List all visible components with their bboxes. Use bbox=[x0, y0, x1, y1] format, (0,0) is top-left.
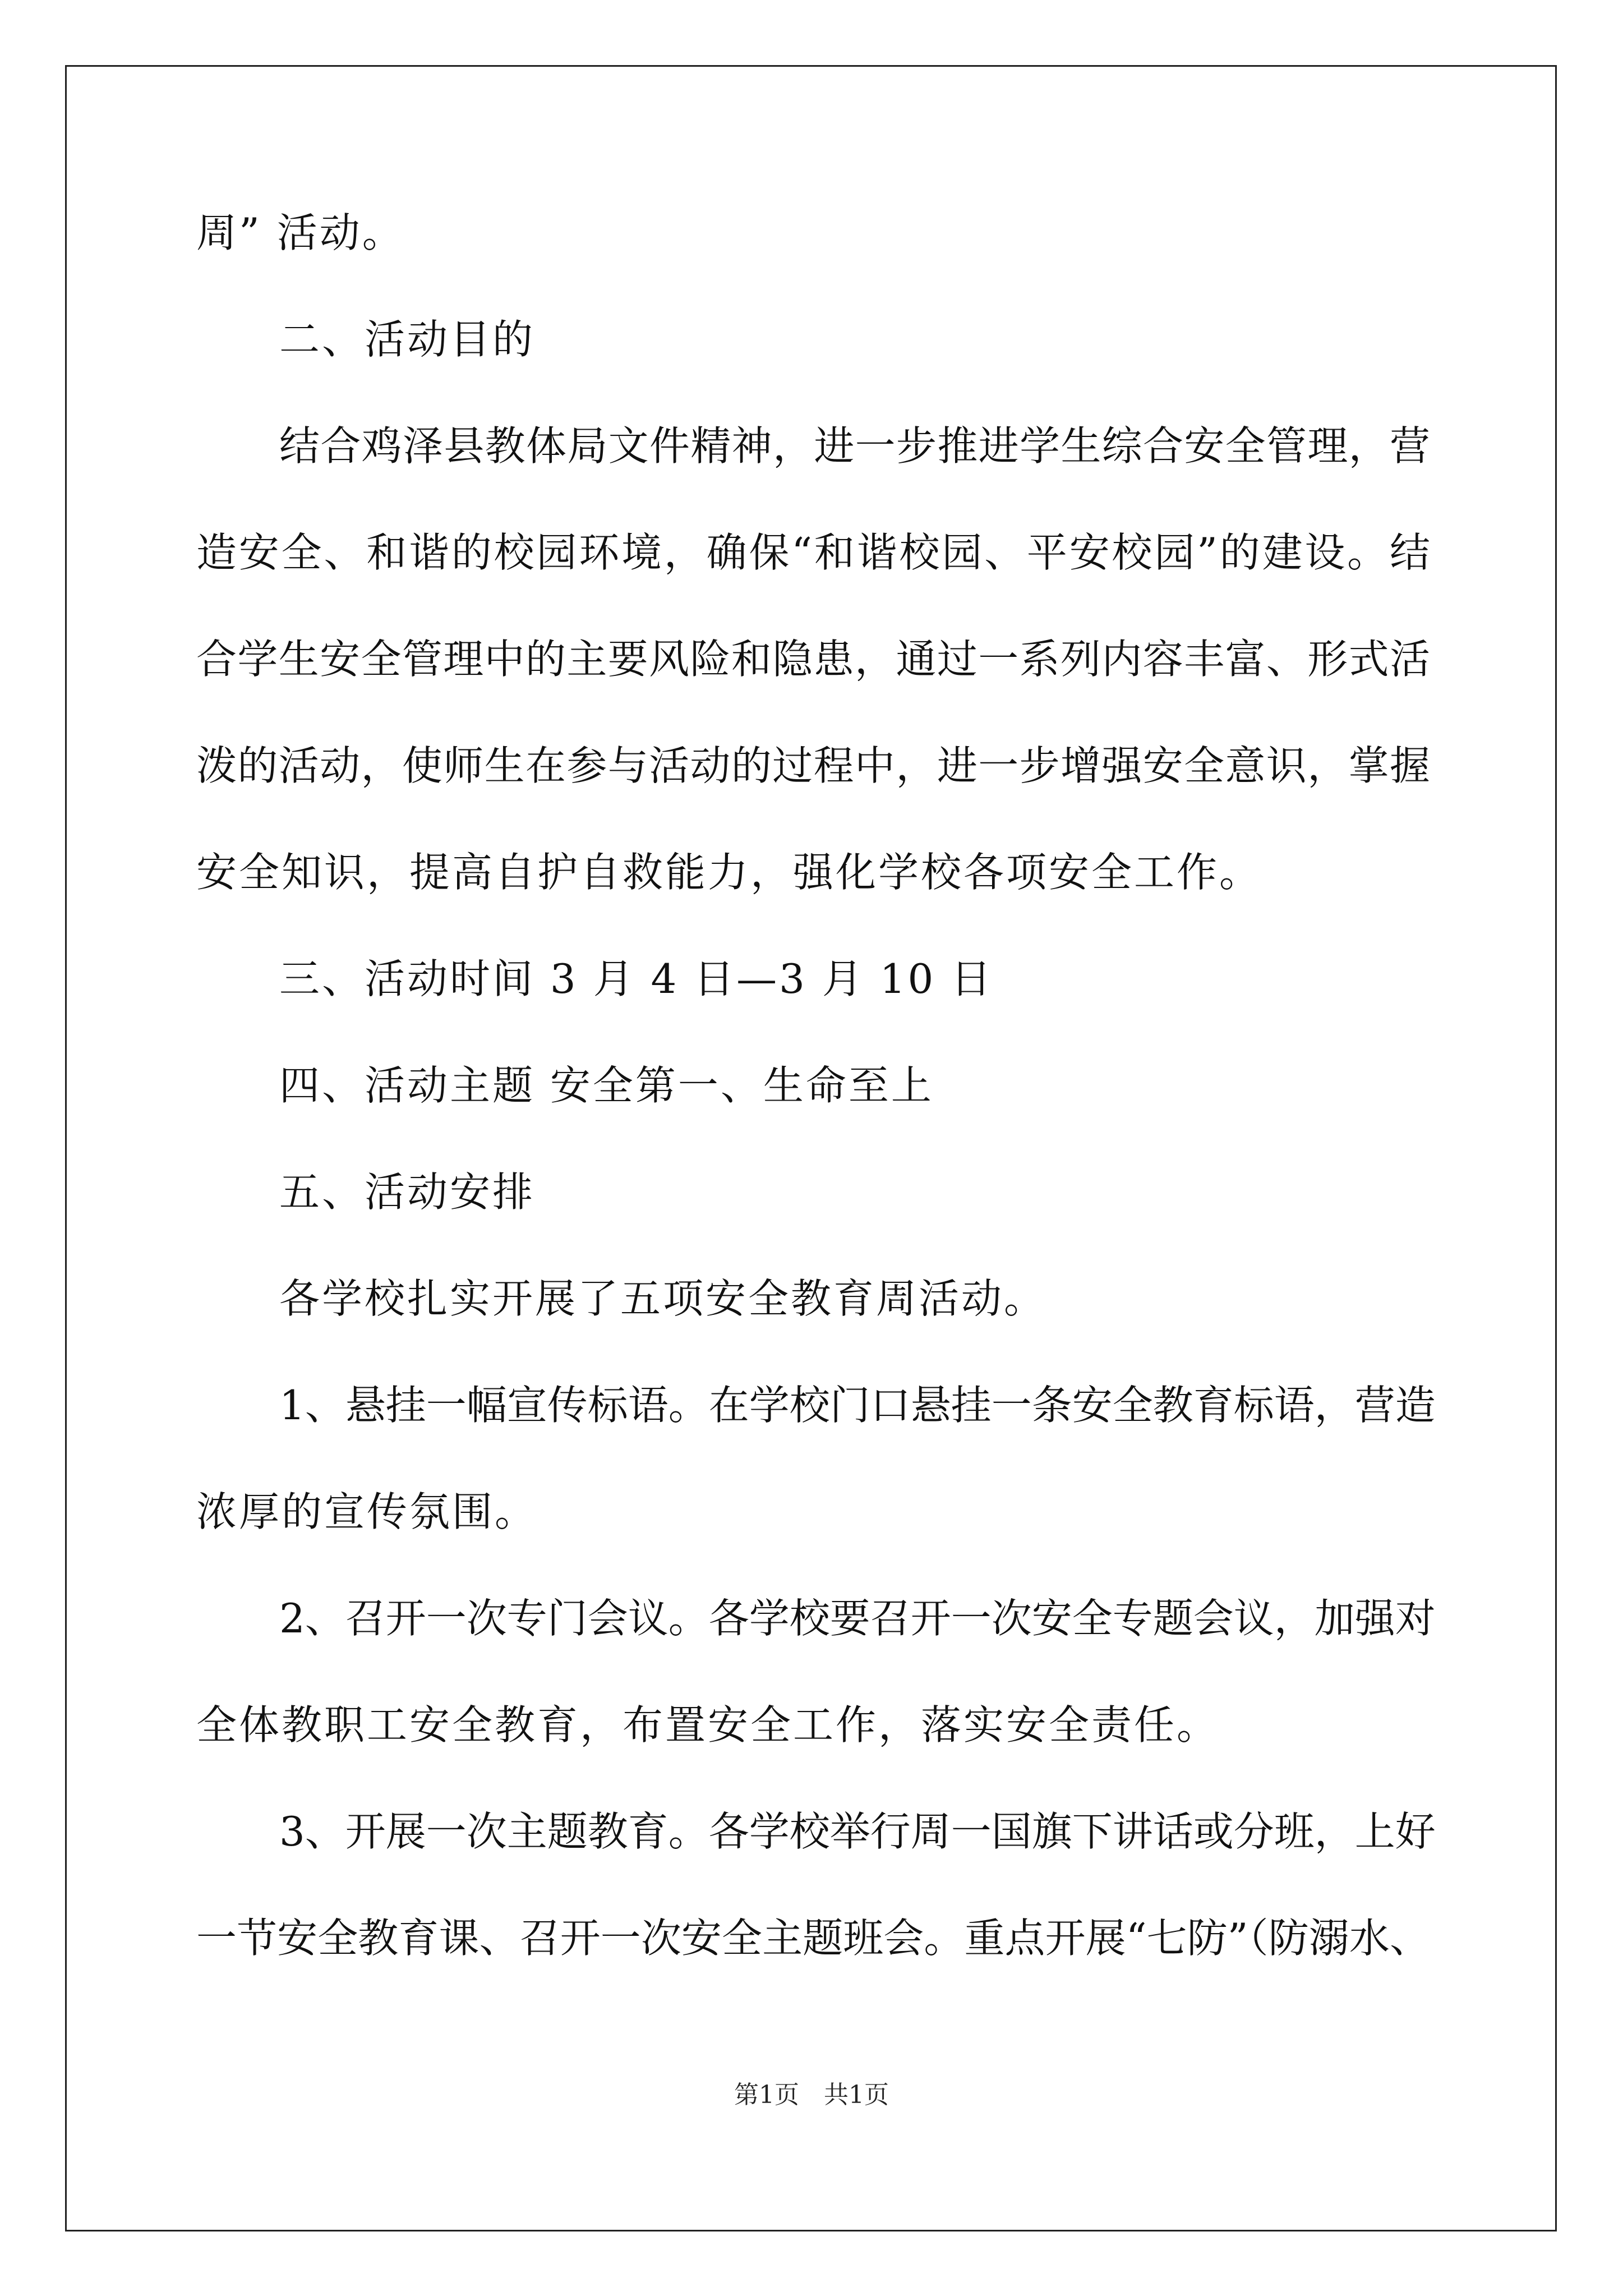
text-line: 3、开展一次主题教育。各学校举行周一国旗下讲话或分班，上好 bbox=[279, 1808, 1436, 1855]
text-line: 周” 活动。 bbox=[196, 209, 405, 256]
text-line: 2、召开一次专门会议。各学校要召开一次安全专题会议，加强对 bbox=[279, 1595, 1436, 1642]
page-number-footer: 第1页 共1页 bbox=[734, 2081, 889, 2109]
page-border bbox=[65, 65, 1557, 2231]
text-line: 一节安全教育课、召开一次安全主题班会。重点开展“七防”（防溺水、 bbox=[196, 1915, 1430, 1962]
section-heading-time: 三、活动时间 3 月 4 日—3 月 10 日 bbox=[279, 955, 994, 1002]
text-line: 泼的活动，使师生在参与活动的过程中，进一步增强安全意识，掌握 bbox=[196, 742, 1430, 789]
text-line: 全体教职工安全教育，布置安全工作，落实安全责任。 bbox=[196, 1701, 1220, 1749]
section-heading-arrangement: 五、活动安排 bbox=[279, 1168, 536, 1216]
text-line: 浓厚的宣传氛围。 bbox=[196, 1488, 538, 1535]
text-line: 安全知识，提高自护自救能力，强化学校各项安全工作。 bbox=[196, 849, 1262, 896]
text-line: 造安全、和谐的校园环境，确保“和谐校园、平安校园”的建设。结 bbox=[196, 529, 1430, 576]
text-line: 1、悬挂一幅宣传标语。在学校门口悬挂一条安全教育标语，营造 bbox=[279, 1382, 1436, 1429]
text-line: 结合鸡泽县教体局文件精神，进一步推进学生综合安全管理，营 bbox=[279, 422, 1430, 470]
text-line: 合学生安全管理中的主要风险和隐患，通过一系列内容丰富、形式活 bbox=[196, 636, 1430, 683]
section-heading-theme: 四、活动主题 安全第一、生命至上 bbox=[279, 1062, 934, 1109]
section-heading-purpose: 二、活动目的 bbox=[279, 316, 536, 363]
text-line: 各学校扎实开展了五项安全教育周活动。 bbox=[279, 1275, 1047, 1322]
